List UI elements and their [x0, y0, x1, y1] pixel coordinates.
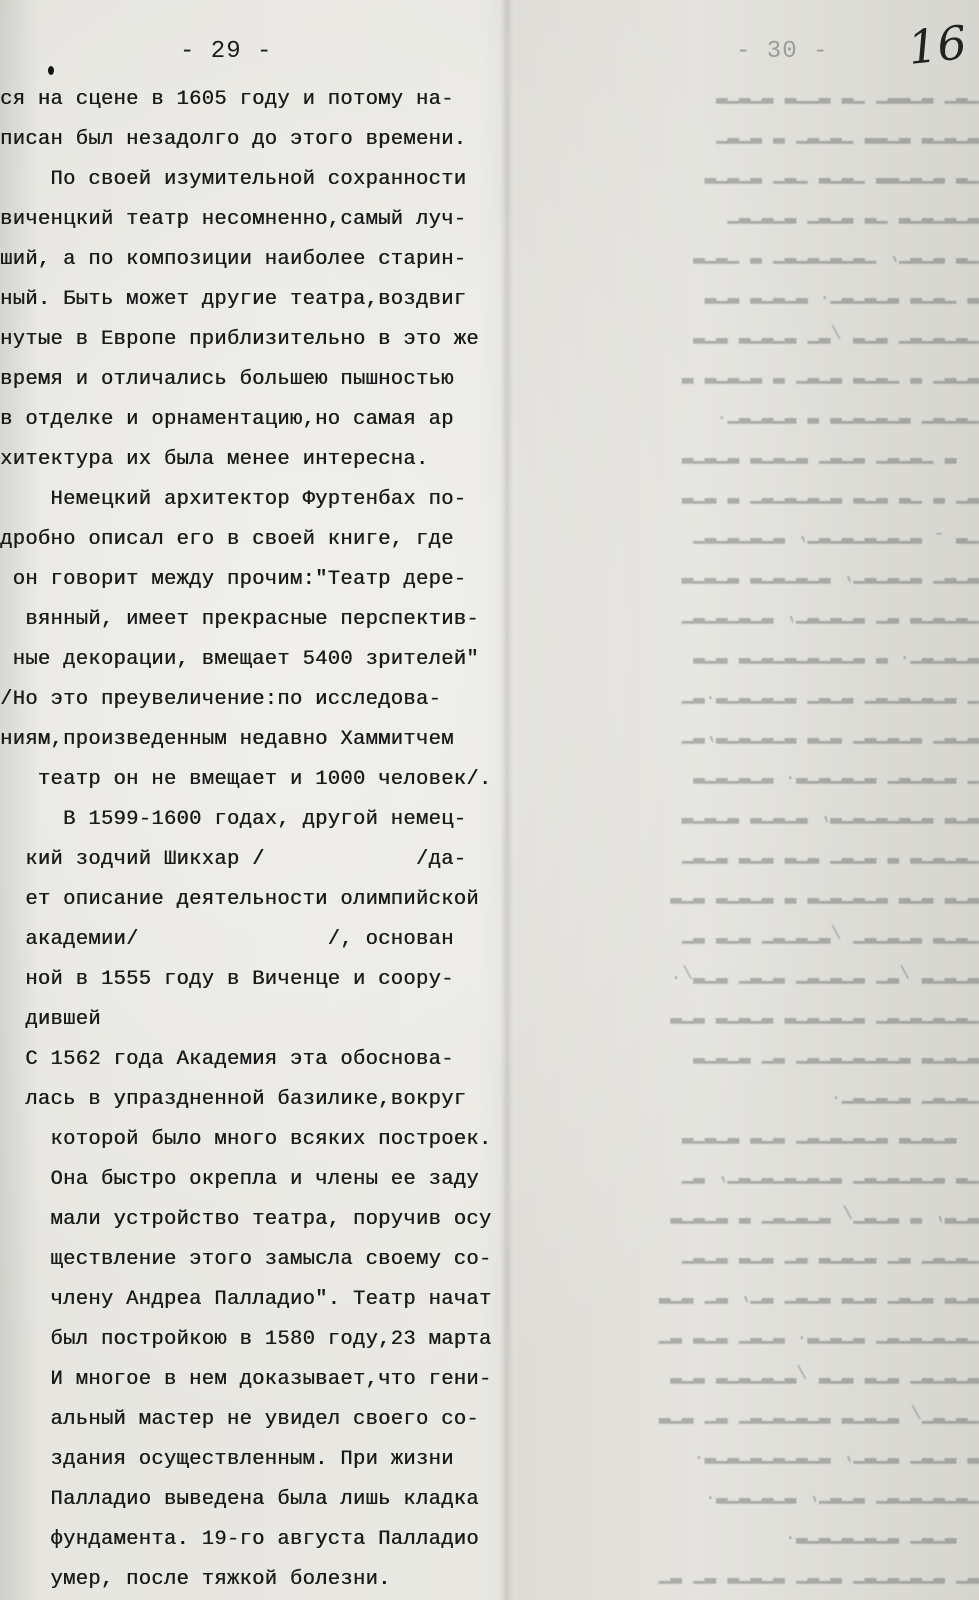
- text-line: академии/ /, основан: [0, 928, 454, 951]
- text-line: И многое в нем доказывает,что гени-: [0, 1368, 492, 1391]
- text-line: кий зодчий Шикхар / /да-: [0, 848, 467, 871]
- text-line: ный. Быть может другие театра,воздвиг: [0, 288, 467, 311]
- text-line: С 1562 года Академия эта обоснова-: [0, 1048, 454, 1071]
- ink-speck: [48, 66, 54, 75]
- text-line: ся на сцене в 1605 году и потому на-: [0, 88, 454, 111]
- text-line: театр он не вмещает и 1000 человек/.: [0, 768, 492, 791]
- text-line: /Но это преувеличение:по исследова-: [0, 688, 442, 711]
- text-line: альный мастер не увидел своего со-: [0, 1408, 479, 1431]
- text-line: ной в 1555 году в Виченце и соору-: [0, 968, 454, 991]
- text-line: был постройкою в 1580 году,23 марта: [0, 1328, 492, 1351]
- text-line: хитектура их была менее интересна.: [0, 448, 429, 471]
- text-line: лась в упраздненной базилике,вокруг: [0, 1088, 467, 1111]
- left-page-text: [0, 80, 515, 1600]
- text-line: время и отличались большею пышностью: [0, 368, 454, 391]
- text-line: которой было много всяких построек.: [0, 1128, 492, 1151]
- archive-folio-mark: 16: [905, 15, 970, 75]
- text-line: ные декорации, вмещает 5400 зрителей": [0, 648, 479, 671]
- text-line: фундамента. 19-го августа Палладио: [0, 1528, 479, 1551]
- text-line: Палладио выведена была лишь кладка: [0, 1488, 479, 1511]
- text-line: ет описание деятельности олимпийской: [0, 888, 479, 911]
- text-line: ниям,произведенным недавно Хаммитчем: [0, 728, 454, 751]
- text-line: В 1599-1600 годах, другой немец-: [0, 808, 467, 831]
- text-line: дробно описал его в своей книге, где: [0, 528, 454, 551]
- text-line: дившей: [0, 1008, 101, 1031]
- text-line: мали устройство театра, поручив осу: [0, 1208, 492, 1231]
- text-line: члену Андреа Палладио". Театр начат: [0, 1288, 492, 1311]
- text-line: он говорит между прочим:"Театр дере-: [0, 568, 467, 591]
- left-page-number: - 29 -: [180, 38, 273, 65]
- text-line: здания осуществленным. При жизни: [0, 1448, 454, 1471]
- text-line: виченцкий театр несомненно,самый луч-: [0, 208, 467, 231]
- text-line: умер, после тяжкой болезни.: [0, 1568, 391, 1591]
- text-line: ший, а по композиции наиболее старин-: [0, 248, 467, 271]
- bleed-through-texture: ▁▂▁ ▂▁▂▂▁ ▁▂ ▂▁▁▂ ▂▁▂▁▂ ▂▁▂▁▂ ▂▁▂▂ ▁▂▁▂▁ ▂ ▂▁▂▁ ▁▂ ▂▁▂▁▂▂ ▁▂▁▂ ▁▂▁ ▂▁▂▁▂ ▂▁▂▁▂▁▂ ▁▂ ▂▁▂▁ ▂▁▂▁▂▁ ▁▂ ▂▁▂▁, ▁▂▁▂▁▂▁▂▁ ▂ ▁▂▁▂ ▂ ▁▂▁▂ ▂▁▂▁▂▁. ▂▁▂▁▂ ▂▁▂ ▁▂▁▂▁▂▁ ▂▁▂ /▂▁ ▂▁▂▁▂ ▂▁▂ ▂▁▂▁ ▂ ▁▂▁▂ ▂▁▂▁ ▂ ▂▁▂▁▂ ▂ ▁▂▁▂▁ ▂▁▂▁▂▁▂ ▂ ▂▁▂▁▂▁. ▂ ▁▂▁▂▁ ▂▁▂▁ ▂▁▂▁▂ ▂▁▂▁▂ ▂▁ ▂ ▁▂ ▂▁▂ ▂▁▂▁▂▁▂▁ ▂ ▂▁▂ ▁▂ - ▂▁▂▁▂▁▂▁▂▁, ▂▁▂▁▂▁▂▁ ▂▁▂▁ ▂▁▂▁▂▁, ▂▁▂▁▂▁▂ ▂▁▂▁▂ ▁▂▁▂▁▂ ▂▁ ▂▁▂▁▂▁, ▂▁▂▁▂▁▂▁ ▂▁▂▁▂▁. ▂ ▂▁▂▁▂▁▂▁▂▁▂ ▂▁▂ ▁ ▂▁▂▁▂▁▂▁ ▂▁▂▁ ▂▁▂▁▂▁▂.▂▁ ▂▁▂▁ ▂▁▂▁▂▁ ▂▁▂ ▂▁▂▁▂▁▂,▂▁ ▁ ▂▁▂▁▂▁ ▂▁▂▁▂▁▂. ▂▁▂▁▂▁▂ ▂▁▂ ▂▁▂▁▂▁▂▁▂, ▂▁▂▁▂ ▂▁▂▁▂ ▁▂▁▂▁▂ ▂ ▂▁▂▁ ▂▁▂ ▂▁▂ ▂▁▂▁ ▂▁▂ ▂▁▂ ▂▁▂▁▂▁▂ ▂ ▂▁▂▁▂ ▂▁▂ ▁▂▁▂ ▂▁▂▁▂▁ /▂▁▂▁▂▁ ▂▁▂ ▂▁ ▂▁▂▁▂ /▂▁ ▂▁▂▁▂▁ ▂▁▂▁ ▂▁▂/. ▁▂▁▂▁▂▁▂▁ ▂▁▂▁▂▁▂ ▂▁▂▁▂ ▂▁▂ ▂▁▂▁▂ ▂▁▂▁▂▁▂▁▂▁ ▂▁ ▂▁▂▁▂ ▁▂▁▂▁ ▂▁▂▁▂▁. ▂▁▂▁▂ ▂▁▂▁▂▁▂▁ ▂▁▂ ▂▁▂▁▂ ▁▂ ▂▁▂▁▂▁▂▁ ▂▁▂▁▂▁▂▁▂▁, ▂▁ ▂▁▂, ▂ ▂▁▂▁/ ▂▁▂▁▂▁ ▂ ▂▁▂▁▂ ▁▂▁▂▁ ▂▁ ▂▁▂▁▂ ▂▁ ▂▁▂ ▂▁▂▁ ▂▁▂ ▂▁▂▁ ▂▁▂ ▂▁▂▁ ▂▁, ▂▁ ▂▁▂ ▁▂▁▂▁▂▁▂▁ ▂▁▂▁▂. ▂▁▂▁ ▂▁▂ ▂▁ ▂▁▂▁▂▁ ▂▁▂ ▂▁▂ /▂▁▂▁▂▁▂ ▂▁▂ ▁▂▁▂▁/ ▂▁▂▁▂ ▂▁▂▁▂▁▂▁ ▂▁ ▂▁▂ ▂ ▂▁▂▁ ▂▁▂▁, ▂▁▂▁▂▁▂▁▂▁▂. ▁▂▁▂▁▂▁▂▁ ▂▁▂▁, ▂▁▂▁▂▁▂. ▂▁▂▁ ▂▁▂▁▂▁▂▁▂. ▂▁ ▂▁▂▁▂▁▂▁ ▂▁▂▁ ▂▁▂▁▂ ▂▁ ▂▁: [658, 83, 979, 1585]
- text-line: нутые в Европе приблизительно в это же: [0, 328, 479, 351]
- text-line: Она быстро окрепла и члены ее заду: [0, 1168, 479, 1191]
- text-line: Немецкий архитектор Фуртенбах по-: [0, 488, 467, 511]
- text-line: писан был незадолго до этого времени.: [0, 128, 467, 151]
- text-line: По своей изумительной сохранности: [0, 168, 467, 191]
- text-line: вянный, имеет прекрасные перспектив-: [0, 608, 479, 631]
- text-line: ществление этого замысла своему со-: [0, 1248, 492, 1271]
- text-line: в отделке и орнаментацию,но самая ар: [0, 408, 454, 431]
- right-page-number: - 30 -: [736, 38, 829, 65]
